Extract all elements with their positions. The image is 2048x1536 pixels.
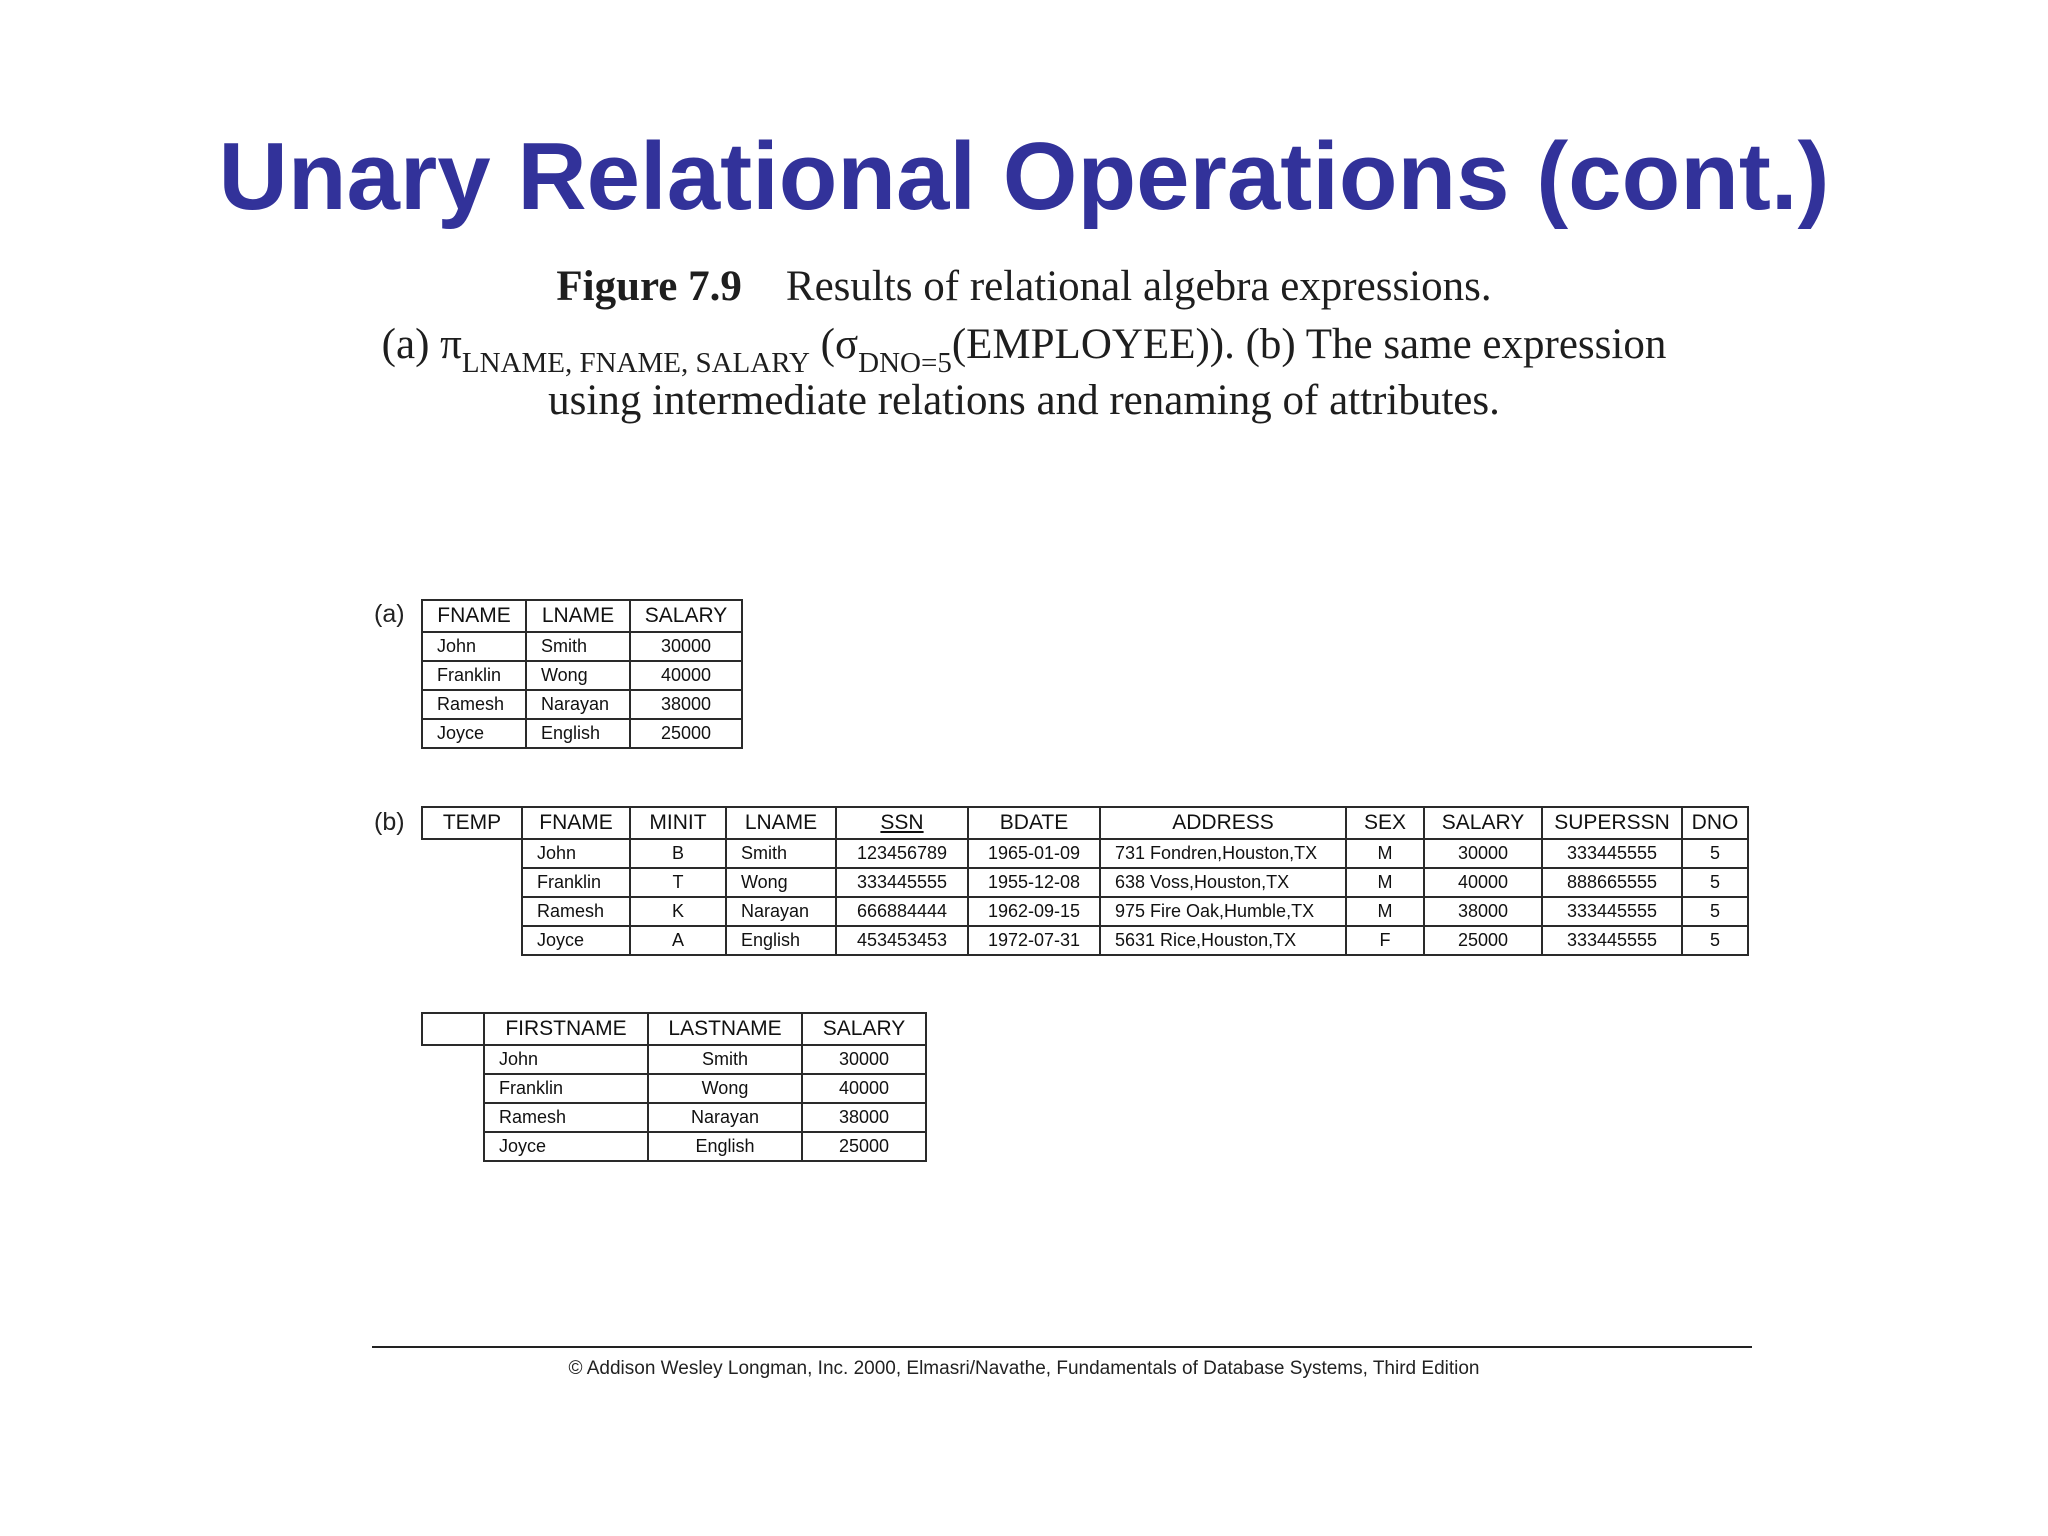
table-cell: Joyce — [484, 1132, 648, 1161]
table-row — [422, 632, 742, 661]
table-cell: 38000 — [1424, 897, 1542, 926]
part-b-label: (b) — [374, 808, 405, 836]
table-row — [422, 1132, 926, 1161]
table-cell: 333445555 — [1542, 897, 1682, 926]
caption-expression-rest: (EMPLOYEE)). (b) The same expression — [951, 321, 1667, 368]
column-header: BDATE — [968, 807, 1100, 839]
caption-text: Results of relational algebra expressions. — [785, 263, 1492, 310]
slide-title: Unary Relational Operations (cont.) — [218, 123, 1830, 230]
column-header: FIRSTNAME — [484, 1013, 648, 1045]
column-header: FNAME — [422, 600, 526, 632]
column-header: SALARY — [802, 1013, 926, 1045]
table-row — [422, 897, 1748, 926]
table-cell: English — [648, 1132, 802, 1161]
copyright-footer: © Addison Wesley Longman, Inc. 2000, Elmasri/Navathe, Fundamentals of Database Systems, Third Edition — [568, 1358, 1480, 1379]
table-cell: 5 — [1682, 897, 1748, 926]
table-cell: 40000 — [802, 1074, 926, 1103]
table-cell: B — [630, 839, 726, 868]
column-header: SALARY — [1424, 807, 1542, 839]
table-row — [422, 868, 1748, 897]
column-header: SEX — [1346, 807, 1424, 839]
table-cell: English — [726, 926, 836, 955]
column-header: LNAME — [526, 600, 630, 632]
table-cell: Franklin — [522, 868, 630, 897]
table-row — [422, 1074, 926, 1103]
temp-table — [421, 806, 1749, 956]
table-row — [422, 926, 1748, 955]
table-cell: F — [1346, 926, 1424, 955]
figure-caption-line-3: using intermediate relations and renaming of attributes. — [548, 377, 1500, 424]
table-cell: 5631 Rice,Houston,TX — [1100, 926, 1346, 955]
table-cell: English — [526, 719, 630, 748]
table-cell: 38000 — [802, 1103, 926, 1132]
table-row — [422, 1045, 926, 1074]
table-cell: Smith — [526, 632, 630, 661]
caption-sigma: (σ — [809, 321, 859, 368]
table-cell: A — [630, 926, 726, 955]
table-cell: Narayan — [726, 897, 836, 926]
table-cell: 1972-07-31 — [968, 926, 1100, 955]
column-header: ADDRESS — [1100, 807, 1346, 839]
figure-caption-line-1 — [0, 262, 2048, 311]
table-cell: 638 Voss,Houston,TX — [1100, 868, 1346, 897]
table-cell: 453453453 — [836, 926, 968, 955]
column-header: SALARY — [630, 600, 742, 632]
table-cell: 1962-09-15 — [968, 897, 1100, 926]
table-cell: M — [1346, 897, 1424, 926]
table-cell: Ramesh — [484, 1103, 648, 1132]
table-cell: Wong — [648, 1074, 802, 1103]
table-cell: Wong — [526, 661, 630, 690]
table-cell: 40000 — [1424, 868, 1542, 897]
table-cell: M — [1346, 868, 1424, 897]
table-cell: 38000 — [630, 690, 742, 719]
table-cell: 5 — [1682, 868, 1748, 897]
table-row — [422, 1103, 926, 1132]
table-cell: 666884444 — [836, 897, 968, 926]
temp-relation-name: TEMP — [422, 807, 522, 839]
table-cell: 30000 — [1424, 839, 1542, 868]
table-cell: 30000 — [630, 632, 742, 661]
column-header-key: SSN — [836, 807, 968, 839]
table-cell: 975 Fire Oak,Humble,TX — [1100, 897, 1346, 926]
table-cell: 30000 — [802, 1045, 926, 1074]
table-cell: 25000 — [1424, 926, 1542, 955]
table-cell: 731 Fondren,Houston,TX — [1100, 839, 1346, 868]
caption-pi: (a) π — [381, 321, 462, 368]
table-cell: 5 — [1682, 926, 1748, 955]
table-cell: John — [484, 1045, 648, 1074]
column-header: FNAME — [522, 807, 630, 839]
table-cell: M — [1346, 839, 1424, 868]
column-header: MINIT — [630, 807, 726, 839]
table-cell: Smith — [648, 1045, 802, 1074]
table-cell: 123456789 — [836, 839, 968, 868]
table-cell: Smith — [726, 839, 836, 868]
caption-pi-subscript: LNAME, FNAME, SALARY — [461, 347, 810, 379]
table-row — [422, 661, 742, 690]
part-a-label: (a) — [374, 600, 405, 628]
result-table-a — [421, 599, 743, 749]
table-cell: 333445555 — [1542, 926, 1682, 955]
table-cell: 25000 — [630, 719, 742, 748]
table-cell: Narayan — [648, 1103, 802, 1132]
table-cell: 1955-12-08 — [968, 868, 1100, 897]
table-cell: Wong — [726, 868, 836, 897]
figure-label: Figure 7.9 — [556, 263, 742, 310]
column-header: SUPERSSN — [1542, 807, 1682, 839]
table-cell: Franklin — [484, 1074, 648, 1103]
table-cell: 40000 — [630, 661, 742, 690]
table-cell: 333445555 — [836, 868, 968, 897]
table-cell: 25000 — [802, 1132, 926, 1161]
table-cell: 888665555 — [1542, 868, 1682, 897]
table-cell: John — [522, 839, 630, 868]
table-cell: Ramesh — [422, 690, 526, 719]
column-header: LNAME — [726, 807, 836, 839]
table-cell: Joyce — [422, 719, 526, 748]
table-cell: T — [630, 868, 726, 897]
table-cell: 1965-01-09 — [968, 839, 1100, 868]
figure-caption-line-2 — [0, 320, 2048, 380]
result-relation-name — [422, 1013, 484, 1045]
renamed-result-table — [421, 1012, 927, 1162]
table-row — [422, 839, 1748, 868]
table-row — [422, 719, 742, 748]
table-cell: K — [630, 897, 726, 926]
table-cell: Joyce — [522, 926, 630, 955]
table-cell: Ramesh — [522, 897, 630, 926]
table-cell: John — [422, 632, 526, 661]
caption-sigma-subscript: DNO=5 — [858, 347, 952, 379]
table-cell: 333445555 — [1542, 839, 1682, 868]
column-header: DNO — [1682, 807, 1748, 839]
footer-rule — [372, 1346, 1752, 1348]
column-header: LASTNAME — [648, 1013, 802, 1045]
table-cell: 5 — [1682, 839, 1748, 868]
table-cell: Franklin — [422, 661, 526, 690]
table-row — [422, 690, 742, 719]
table-cell: Narayan — [526, 690, 630, 719]
